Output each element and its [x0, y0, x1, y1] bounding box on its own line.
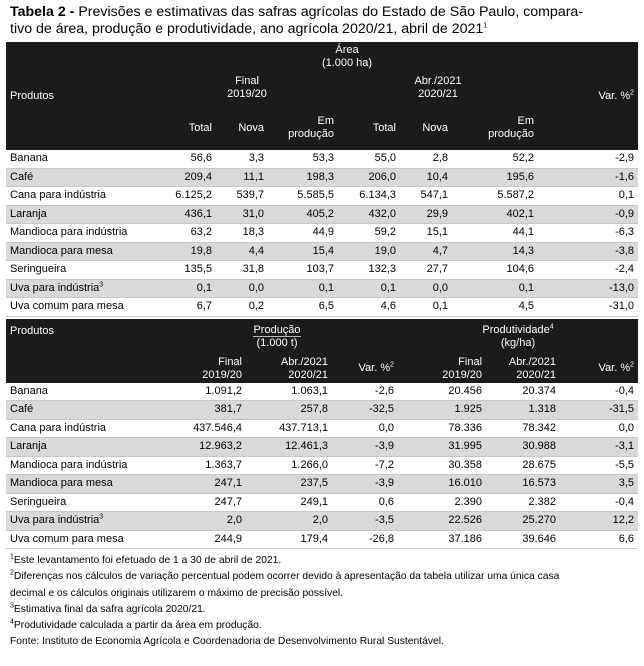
title-line1: Previsões e estimativas das safras agrícolas do Estado de São Paulo, compara-: [78, 4, 584, 20]
table-cell: 0,6: [332, 493, 398, 512]
header-abr-pdv: Abr./2021 2020/21: [486, 355, 560, 383]
table-cell: 0,1: [452, 279, 538, 298]
table-cell: 44,9: [268, 224, 338, 243]
table-cell: 0,0: [400, 279, 452, 298]
table-cell: 0,1: [268, 279, 338, 298]
table-cell: 244,9: [156, 530, 246, 549]
table-cell: 104,6: [452, 261, 538, 280]
table-row: [6, 279, 638, 298]
table-cell: 2,0: [156, 512, 246, 531]
header-produtividade: Produtividade$^4$ (kg/ha): [398, 319, 638, 355]
table-cell: 28.675: [486, 456, 560, 475]
footnote: Fonte: Instituto de Economia Agrícola e Coordenadoria de Desenvolvimento Rural Sustentável.: [10, 636, 444, 648]
table-row: [6, 475, 638, 494]
table-cell: 5.587,2: [452, 187, 538, 206]
header-area: [156, 42, 538, 70]
table-cell: 437.546,4: [156, 419, 246, 438]
table-cell: 1.091,2: [156, 383, 246, 401]
header-var-prod: Var. %$^2$: [332, 355, 398, 383]
header-final-pdv: Final 2019/20: [398, 355, 486, 383]
table-cell: 52,2: [452, 150, 538, 168]
table-cell: -0,4: [560, 493, 638, 512]
table-cell: 31,8: [216, 261, 268, 280]
header-total-2: Total: [338, 106, 400, 150]
table-cell: 247,1: [156, 475, 246, 494]
table-cell: 3,3: [216, 150, 268, 168]
table-row: [6, 261, 638, 280]
table-cell: 2,0: [246, 512, 332, 531]
table-cell: 0,1: [156, 279, 216, 298]
area-table-body: [6, 150, 638, 316]
header-produtos: Produtos: [6, 42, 156, 150]
product-name: Café: [6, 401, 156, 420]
product-name: Uva para indústria$^3$: [6, 279, 156, 298]
table-cell: -0,4: [560, 383, 638, 401]
table-cell: -2,6: [332, 383, 398, 401]
header-total: Total: [156, 106, 216, 150]
header-em-producao-2: Em produção: [452, 106, 538, 150]
table-row: [6, 187, 638, 206]
table-cell: 78.342: [486, 419, 560, 438]
product-name: Seringueira: [6, 261, 156, 280]
table-cell: 6,6: [560, 530, 638, 549]
product-name: Mandioca para mesa: [6, 242, 156, 261]
table-row: [6, 168, 638, 187]
header-area-unit: (1.000 ha): [321, 57, 373, 69]
table-cell: -7,2: [332, 456, 398, 475]
table-cell: 539,7: [216, 187, 268, 206]
table-cell: 547,1: [400, 187, 452, 206]
table-row: [6, 150, 638, 168]
table-cell: 195,6: [452, 168, 538, 187]
table-row: [6, 401, 638, 420]
header-var-pdv: Var. %$^2$: [560, 355, 638, 383]
table-cell: 132,3: [338, 261, 400, 280]
table-cell: 4,4: [216, 242, 268, 261]
table-cell: 6,7: [156, 298, 216, 317]
table-cell: 3,5: [560, 475, 638, 494]
header-abr: Abr./2021 2020/21: [338, 70, 538, 106]
table-row: [6, 456, 638, 475]
product-name: Mandioca para indústria: [6, 456, 156, 475]
table-row: [6, 205, 638, 224]
table-cell: 0,1: [400, 298, 452, 317]
footnotes: [10, 553, 638, 651]
table-cell: 1.318: [486, 401, 560, 420]
table-cell: 2.382: [486, 493, 560, 512]
table-cell: -32,5: [332, 401, 398, 420]
production-table: [6, 319, 638, 550]
table-cell: 4,5: [452, 298, 538, 317]
footnote: decimal e os cálculos originais utilizarem o máximo de precisão possível.: [10, 587, 344, 599]
table-row: [6, 242, 638, 261]
header-em-producao: Em produção: [268, 106, 338, 150]
table-cell: 247,7: [156, 493, 246, 512]
header-producao: Produção (1.000 t): [156, 319, 398, 355]
table-cell: 12.963,2: [156, 438, 246, 457]
footnote: $^3$Estimativa final da safra agrícola 2020/21.: [10, 602, 206, 615]
product-name: Uva comum para mesa: [6, 298, 156, 317]
table-cell: 12,2: [560, 512, 638, 531]
product-name: Laranja: [6, 438, 156, 457]
table-cell: 0,1: [338, 279, 400, 298]
table-cell: 30.988: [486, 438, 560, 457]
table-row: [6, 530, 638, 549]
product-name: Banana: [6, 150, 156, 168]
title-label: Tabela 2 -: [10, 4, 79, 20]
table-cell: 6.125,2: [156, 187, 216, 206]
table-cell: 209,4: [156, 168, 216, 187]
table-cell: -2,9: [538, 150, 638, 168]
product-name: Uva comum para mesa: [6, 530, 156, 549]
header-abr-prod: Abr./2021 2020/21: [246, 355, 332, 383]
table-cell: 19,0: [338, 242, 400, 261]
footnote: $^1$Este levantamento foi efetuado de 1 a 30 de abril de 2021.: [10, 553, 282, 566]
table-cell: -26,8: [332, 530, 398, 549]
table-cell: 53,3: [268, 150, 338, 168]
header-produtos-2: Produtos: [6, 319, 156, 383]
product-name: Uva para indústria$^3$: [6, 512, 156, 531]
product-name: Cana para indústria: [6, 187, 156, 206]
table-cell: 6,5: [268, 298, 338, 317]
table-cell: 257,8: [246, 401, 332, 420]
header-nova: Nova: [216, 106, 268, 150]
table-cell: 31.995: [398, 438, 486, 457]
table-cell: 5.585,5: [268, 187, 338, 206]
table-cell: -3,8: [538, 242, 638, 261]
table-cell: -31,0: [538, 298, 638, 317]
product-name: Mandioca para indústria: [6, 224, 156, 243]
table-cell: 44,1: [452, 224, 538, 243]
footnote: $^2$Diferenças nos cálculos de variação percentual podem ocorrer devido à apresentação da tabela utilizar uma única casa: [10, 569, 560, 583]
table-row: [6, 438, 638, 457]
table-cell: 0,0: [216, 279, 268, 298]
table-cell: 59,2: [338, 224, 400, 243]
table-cell: 103,7: [268, 261, 338, 280]
table-cell: 206,0: [338, 168, 400, 187]
title-sup: 1: [483, 22, 488, 30]
table-cell: 20.456: [398, 383, 486, 401]
table-cell: 249,1: [246, 493, 332, 512]
table-cell: 198,3: [268, 168, 338, 187]
product-name: Café: [6, 168, 156, 187]
table-cell: 29,9: [400, 205, 452, 224]
area-table: [6, 42, 638, 317]
table-cell: 16.010: [398, 475, 486, 494]
table-title: [10, 4, 638, 38]
table-cell: 0,2: [216, 298, 268, 317]
table-cell: 1.363,7: [156, 456, 246, 475]
table-cell: 2,8: [400, 150, 452, 168]
table-cell: 16.573: [486, 475, 560, 494]
header-nova-2: Nova: [400, 106, 452, 150]
product-name: Banana: [6, 383, 156, 401]
table-cell: 78.336: [398, 419, 486, 438]
table-cell: 10,4: [400, 168, 452, 187]
table-cell: -3,9: [332, 438, 398, 457]
table-cell: 237,5: [246, 475, 332, 494]
table-cell: 4,6: [338, 298, 400, 317]
table-row: [6, 298, 638, 317]
table-cell: 4,7: [400, 242, 452, 261]
table-cell: 39.646: [486, 530, 560, 549]
header-final: Final 2019/20: [156, 70, 338, 106]
table-cell: 1.266,0: [246, 456, 332, 475]
table-cell: 179,4: [246, 530, 332, 549]
table-cell: 19,8: [156, 242, 216, 261]
table-cell: 436,1: [156, 205, 216, 224]
production-table-body: [6, 383, 638, 549]
header-final-prod: Final 2019/20: [156, 355, 246, 383]
footnote: $^4$Produtividade calculada a partir da área em produção.: [10, 618, 262, 632]
document: [6, 0, 638, 651]
table-cell: 432,0: [338, 205, 400, 224]
table-cell: 55,0: [338, 150, 400, 168]
table-cell: -3,1: [560, 438, 638, 457]
table-cell: -31,5: [560, 401, 638, 420]
table-cell: 14,3: [452, 242, 538, 261]
table-cell: 405,2: [268, 205, 338, 224]
table-cell: -13,0: [538, 279, 638, 298]
title-line2: tivo de área, produção e produtividade, ano agrícola 2020/21, abril de 2021: [10, 21, 484, 37]
table-cell: 0,0: [560, 419, 638, 438]
product-name: Mandioca para mesa: [6, 475, 156, 494]
table-cell: 20.374: [486, 383, 560, 401]
table-cell: 6.134,3: [338, 187, 400, 206]
table-row: [6, 419, 638, 438]
table-cell: 402,1: [452, 205, 538, 224]
table-cell: -3,5: [332, 512, 398, 531]
table-cell: 11,1: [216, 168, 268, 187]
product-name: Laranja: [6, 205, 156, 224]
table-cell: 31,0: [216, 205, 268, 224]
table-cell: 1.925: [398, 401, 486, 420]
table-cell: 56,6: [156, 150, 216, 168]
product-name: Cana para indústria: [6, 419, 156, 438]
table-cell: 25.270: [486, 512, 560, 531]
table-cell: -6,3: [538, 224, 638, 243]
table-cell: 0,0: [332, 419, 398, 438]
table-cell: 15,1: [400, 224, 452, 243]
table-cell: -2,4: [538, 261, 638, 280]
table-row: [6, 493, 638, 512]
table-row: [6, 383, 638, 401]
table-cell: 15,4: [268, 242, 338, 261]
table-cell: 12.461,3: [246, 438, 332, 457]
table-cell: 2.390: [398, 493, 486, 512]
table-row: [6, 224, 638, 243]
table-cell: 0,1: [538, 187, 638, 206]
table-cell: 27,7: [400, 261, 452, 280]
table-cell: 135,5: [156, 261, 216, 280]
table-cell: -5,5: [560, 456, 638, 475]
table-cell: 63,2: [156, 224, 216, 243]
table-cell: 437.713,1: [246, 419, 332, 438]
header-area-label: Área: [335, 44, 359, 56]
table-cell: 37.186: [398, 530, 486, 549]
table-cell: 22.526: [398, 512, 486, 531]
table-cell: -0,9: [538, 205, 638, 224]
table-row: [6, 512, 638, 531]
table-cell: -1,6: [538, 168, 638, 187]
table-cell: 30.358: [398, 456, 486, 475]
header-var: Var. %$^2$: [538, 42, 638, 150]
product-name: Seringueira: [6, 493, 156, 512]
table-cell: 381,7: [156, 401, 246, 420]
table-cell: 1.063,1: [246, 383, 332, 401]
table-cell: -3,9: [332, 475, 398, 494]
table-cell: 18,3: [216, 224, 268, 243]
